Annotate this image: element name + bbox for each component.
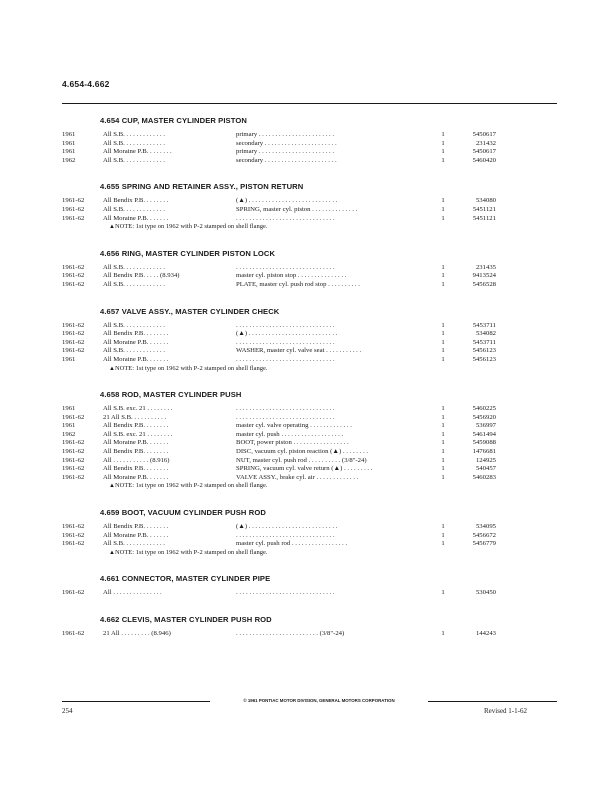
part-row (62, 197, 557, 206)
row-year: 1961-62 (62, 330, 85, 338)
row-year: 1961-62 (62, 465, 85, 473)
row-quantity: 1 (441, 465, 445, 473)
row-part-number: 5461494 (472, 430, 496, 438)
row-year: 1961-62 (62, 630, 85, 637)
parts-section (62, 115, 557, 165)
row-quantity: 1 (441, 448, 445, 456)
row-model: All S.B. . . . . . . . . . . . . (103, 131, 165, 138)
row-quantity: 1 (441, 422, 445, 430)
row-year: 1961 (62, 131, 76, 138)
note-text: NOTE: 1st type on 1962 with P-2 stamped on shell flange. (114, 548, 268, 556)
row-part-number: 124925 (475, 456, 496, 464)
row-part-number: 540457 (475, 465, 496, 473)
row-quantity: 1 (441, 531, 445, 539)
row-part-number: 5460225 (472, 405, 496, 413)
row-year: 1961-62 (62, 473, 85, 481)
row-part-number: 5451121 (472, 214, 496, 222)
section-title: 4.661 CONNECTOR, MASTER CYLINDER PIPE (100, 574, 271, 584)
row-part-number: 534095 (475, 523, 496, 531)
part-row (62, 540, 557, 549)
row-part-number: 5450617 (472, 131, 496, 138)
row-description: (▲) . . . . . . . . . . . . . . . . . . . . . . . . . . . (236, 523, 338, 531)
row-model: All Bendix P.B. . . . . . . . (103, 465, 169, 473)
row-model: All S.B. exc. 21 . . . . . . . . (103, 430, 173, 438)
row-description: WASHER, master cyl. valve seat . . . . . . . . . . . (236, 347, 362, 355)
row-quantity: 1 (441, 214, 445, 222)
section-title: 4.659 BOOT, VACUUM CYLINDER PUSH ROD (100, 508, 266, 518)
row-model: All S.B. . . . . . . . . . . . . (103, 540, 165, 548)
row-year: 1961-62 (62, 531, 85, 539)
row-part-number: 5453711 (472, 321, 496, 329)
parts-section (62, 306, 557, 374)
part-row (62, 523, 557, 532)
row-part-number: 5456779 (472, 540, 496, 548)
row-quantity: 1 (441, 589, 445, 597)
row-model: All S.B. . . . . . . . . . . . . (103, 263, 165, 271)
row-year: 1961-62 (62, 439, 85, 447)
row-description: . . . . . . . . . . . . . . . . . . . . . . . . . . . . . . (236, 338, 335, 346)
row-model: 21 All . . . . . . . . . (8.946) (103, 630, 171, 637)
row-quantity: 1 (441, 321, 445, 329)
section-note (109, 482, 557, 491)
row-quantity: 1 (441, 439, 445, 447)
part-row (62, 431, 557, 440)
row-description: . . . . . . . . . . . . . . . . . . . . . . . . . . . . . . (236, 355, 335, 363)
parts-section (62, 389, 557, 491)
row-year: 1961-62 (62, 338, 85, 346)
section-title: 4.655 SPRING AND RETAINER ASSY., PISTON RETURN (100, 182, 304, 192)
section-title: 4.656 RING, MASTER CYLINDER PISTON LOCK (100, 248, 276, 258)
section-title: 4.657 VALVE ASSY., MASTER CYLINDER CHECK (100, 306, 280, 316)
parts-section (62, 507, 557, 557)
row-part-number: 9413524 (472, 272, 496, 280)
row-quantity: 1 (441, 355, 445, 363)
part-row (62, 474, 557, 483)
section-note (109, 365, 557, 374)
row-description: secondary . . . . . . . . . . . . . . . . . . . . . . (236, 139, 337, 147)
row-quantity: 1 (441, 630, 445, 637)
row-model: All Moraine P.B. . . . . . . (103, 439, 169, 447)
row-description: . . . . . . . . . . . . . . . . . . . . . . . . . (3/8"-24) (236, 630, 345, 637)
row-quantity: 1 (441, 197, 445, 205)
row-quantity: 1 (441, 263, 445, 271)
row-year: 1961 (62, 139, 76, 147)
row-description: . . . . . . . . . . . . . . . . . . . . . . . . . . . . . . (236, 263, 335, 271)
row-description: SPRING, master cyl. piston . . . . . . . . . . . . . . (236, 205, 358, 213)
section-title: 4.662 CLEVIS, MASTER CYLINDER PUSH ROD (100, 615, 272, 624)
row-description: PLATE, master cyl. push rod stop . . . . . . . . . . (236, 280, 360, 288)
footer-rule-left (62, 701, 210, 702)
row-part-number: 1476681 (472, 448, 496, 456)
row-description: master cyl. push . . . . . . . . . . . . . . . . . . . (236, 430, 344, 438)
part-row (62, 422, 557, 431)
note-text: NOTE: 1st type on 1962 with P-2 stamped on shell flange. (114, 364, 268, 372)
row-part-number: 5450617 (472, 148, 496, 156)
row-model: All S.B. . . . . . . . . . . . . (103, 280, 165, 288)
triangle-icon: ▲ (109, 224, 115, 231)
row-year: 1961-62 (62, 197, 85, 205)
part-row (62, 281, 557, 290)
section-title: 4.658 ROD, MASTER CYLINDER PUSH (100, 390, 242, 400)
row-part-number: 534080 (475, 197, 496, 205)
row-description: primary . . . . . . . . . . . . . . . . . . . . . . . (236, 148, 335, 156)
row-model: 21 All S.B. . . . . . . . . . . (103, 413, 167, 421)
row-year: 1961-62 (62, 589, 85, 597)
row-model: All Bendix P.B. . . . . . . . (103, 422, 169, 430)
row-model: All Bendix P.B. . . . . . . . (103, 197, 169, 205)
row-description: . . . . . . . . . . . . . . . . . . . . . . . . . . . . . . (236, 531, 335, 539)
row-model: All . . . . . . . . . . . . . . . (103, 589, 162, 597)
revision-date: Revised 1-1-62 (484, 707, 527, 715)
row-quantity: 1 (441, 156, 445, 164)
row-description: . . . . . . . . . . . . . . . . . . . . . . . . . . . . . . (236, 413, 335, 421)
row-quantity: 1 (441, 139, 445, 147)
row-quantity: 1 (441, 347, 445, 355)
row-part-number: 5460420 (472, 156, 496, 164)
row-model: All Moraine P.B. . . . . . . (103, 473, 169, 481)
part-row (62, 264, 557, 273)
row-year: 1961-62 (62, 448, 85, 456)
note-text: NOTE: 1st type on 1962 with P-2 stamped on shell flange. (114, 223, 268, 231)
row-quantity: 1 (441, 280, 445, 288)
part-row (62, 140, 557, 149)
part-row (62, 439, 557, 448)
row-part-number: 5456672 (472, 531, 496, 539)
row-description: master cyl. piston stop . . . . . . . . . . . . . . . (236, 272, 347, 280)
parts-section (62, 181, 557, 231)
part-row (62, 157, 557, 166)
row-year: 1961-62 (62, 413, 85, 421)
row-quantity: 1 (441, 405, 445, 413)
row-description: VALVE ASSY., brake cyl. air . . . . . . . . . . . . . (236, 473, 359, 481)
row-model: All S.B. . . . . . . . . . . . . (103, 205, 165, 213)
row-part-number: 144243 (475, 630, 496, 637)
row-model: All S.B. . . . . . . . . . . . . (103, 321, 165, 329)
part-row (62, 405, 557, 414)
row-year: 1961-62 (62, 523, 85, 531)
row-year: 1961-62 (62, 263, 85, 271)
row-year: 1961 (62, 422, 76, 430)
row-model: All Moraine P.B. . . . . . . (103, 355, 169, 363)
row-model: All S.B. . . . . . . . . . . . . (103, 347, 165, 355)
row-description: secondary . . . . . . . . . . . . . . . . . . . . . . (236, 156, 337, 164)
row-description: . . . . . . . . . . . . . . . . . . . . . . . . . . . . . . (236, 405, 335, 413)
part-row (62, 272, 557, 281)
row-year: 1961-62 (62, 456, 85, 464)
row-description: (▲) . . . . . . . . . . . . . . . . . . . . . . . . . . . (236, 330, 338, 338)
part-row (62, 131, 557, 140)
section-title: 4.654 CUP, MASTER CYLINDER PISTON (100, 116, 247, 125)
row-quantity: 1 (441, 473, 445, 481)
parts-section (62, 614, 557, 639)
row-description: SPRING, vacuum cyl. valve return (▲) . . . . . . . . . (236, 465, 373, 473)
parts-list (62, 115, 557, 639)
row-description: (▲) . . . . . . . . . . . . . . . . . . . . . . . . . . . (236, 197, 338, 205)
row-quantity: 1 (441, 272, 445, 280)
row-year: 1961 (62, 148, 76, 156)
row-year: 1961 (62, 405, 76, 413)
row-quantity: 1 (441, 148, 445, 156)
row-part-number: 5453711 (472, 338, 496, 346)
part-row (62, 330, 557, 339)
row-part-number: 534082 (475, 330, 496, 338)
row-description: NUT, master cyl. push rod . . . . . . . . . . (3/8"-24) (236, 456, 367, 464)
part-row (62, 448, 557, 457)
row-model: All Bendix P.B. . . . . . . . (103, 330, 169, 338)
row-quantity: 1 (441, 330, 445, 338)
row-part-number: 5451121 (472, 205, 496, 213)
row-year: 1961-62 (62, 272, 85, 280)
row-quantity: 1 (441, 205, 445, 213)
row-part-number: 5459088 (472, 439, 496, 447)
row-quantity: 1 (441, 430, 445, 438)
row-model: All Bendix P.B. . . . . . . . (103, 448, 169, 456)
row-description: primary . . . . . . . . . . . . . . . . . . . . . . . (236, 131, 335, 138)
row-part-number: 5456123 (472, 347, 496, 355)
row-year: 1962 (62, 430, 76, 438)
copyright-line: © 1961 PONTIAC MOTOR DIVISION, GENERAL MOTORS CORPORATION (243, 698, 395, 703)
row-description: master cyl. push rod . . . . . . . . . . . . . . . . . (236, 540, 348, 548)
row-model: All Moraine P.B. . . . . . . (103, 531, 169, 539)
row-description: . . . . . . . . . . . . . . . . . . . . . . . . . . . . . . (236, 589, 335, 597)
row-year: 1961-62 (62, 540, 85, 548)
part-row (62, 630, 557, 639)
part-row (62, 414, 557, 423)
part-row (62, 356, 557, 365)
part-row (62, 322, 557, 331)
row-model: All Moraine P.B. . . . . . . (103, 338, 169, 346)
row-part-number: 5456528 (472, 280, 496, 288)
row-year: 1961-62 (62, 347, 85, 355)
row-year: 1961-62 (62, 280, 85, 288)
row-year: 1961-62 (62, 205, 85, 213)
page-number: 254 (62, 707, 73, 715)
row-quantity: 1 (441, 338, 445, 346)
row-part-number: 231435 (475, 263, 496, 271)
part-row (62, 465, 557, 474)
row-quantity: 1 (441, 456, 445, 464)
triangle-icon: ▲ (109, 483, 115, 490)
row-model: All S.B. . . . . . . . . . . . . (103, 156, 165, 164)
part-row (62, 206, 557, 215)
section-note (109, 549, 557, 558)
part-row (62, 148, 557, 157)
row-quantity: 1 (441, 523, 445, 531)
row-part-number: 5456123 (472, 355, 496, 363)
row-model: All Bendix P.B. . . . . (8.934) (103, 272, 180, 280)
footer-rule-right (428, 701, 557, 702)
row-quantity: 1 (441, 540, 445, 548)
row-model: All Moraine P.B. . . . . . . . (103, 148, 172, 156)
triangle-icon: ▲ (109, 549, 115, 556)
section-note (109, 223, 557, 232)
row-description: . . . . . . . . . . . . . . . . . . . . . . . . . . . . . . (236, 214, 335, 222)
row-description: BOOT, power piston . . . . . . . . . . . . . . . . . (236, 439, 349, 447)
part-row (62, 589, 557, 598)
triangle-icon: ▲ (109, 365, 115, 372)
row-quantity: 1 (441, 413, 445, 421)
row-description: master cyl. valve operating . . . . . . . . . . . . . (236, 422, 352, 430)
row-part-number: 530450 (475, 589, 496, 597)
row-part-number: 231432 (475, 139, 496, 147)
note-text: NOTE: 1st type on 1962 with P-2 stamped on shell flange. (114, 482, 268, 490)
part-row (62, 457, 557, 466)
parts-section (62, 248, 557, 290)
row-year: 1961-62 (62, 214, 85, 222)
row-model: All Bendix P.B. . . . . . . . (103, 523, 169, 531)
part-row (62, 215, 557, 224)
row-year: 1961-62 (62, 321, 85, 329)
part-row (62, 339, 557, 348)
row-model: All Moraine P.B. . . . . . . (103, 214, 169, 222)
row-part-number: 536997 (475, 422, 496, 430)
row-part-number: 5460283 (472, 473, 496, 481)
parts-section (62, 573, 557, 598)
row-year: 1961 (62, 355, 76, 363)
top-rule (62, 103, 557, 104)
row-model: All S.B. . . . . . . . . . . . . (103, 139, 165, 147)
row-model: All . . . . . . . . . . . (8.916) (103, 456, 170, 464)
page-code: 4.654-4.662 (62, 79, 110, 89)
part-row (62, 532, 557, 541)
part-row (62, 347, 557, 356)
row-part-number: 5456920 (472, 413, 496, 421)
row-model: All S.B. exc. 21 . . . . . . . . (103, 405, 173, 413)
row-quantity: 1 (441, 131, 445, 138)
row-year: 1962 (62, 156, 76, 164)
row-description: . . . . . . . . . . . . . . . . . . . . . . . . . . . . . . (236, 321, 335, 329)
row-description: DISC, vacuum cyl. piston reaction (▲) . . . . . . . . (236, 448, 368, 456)
